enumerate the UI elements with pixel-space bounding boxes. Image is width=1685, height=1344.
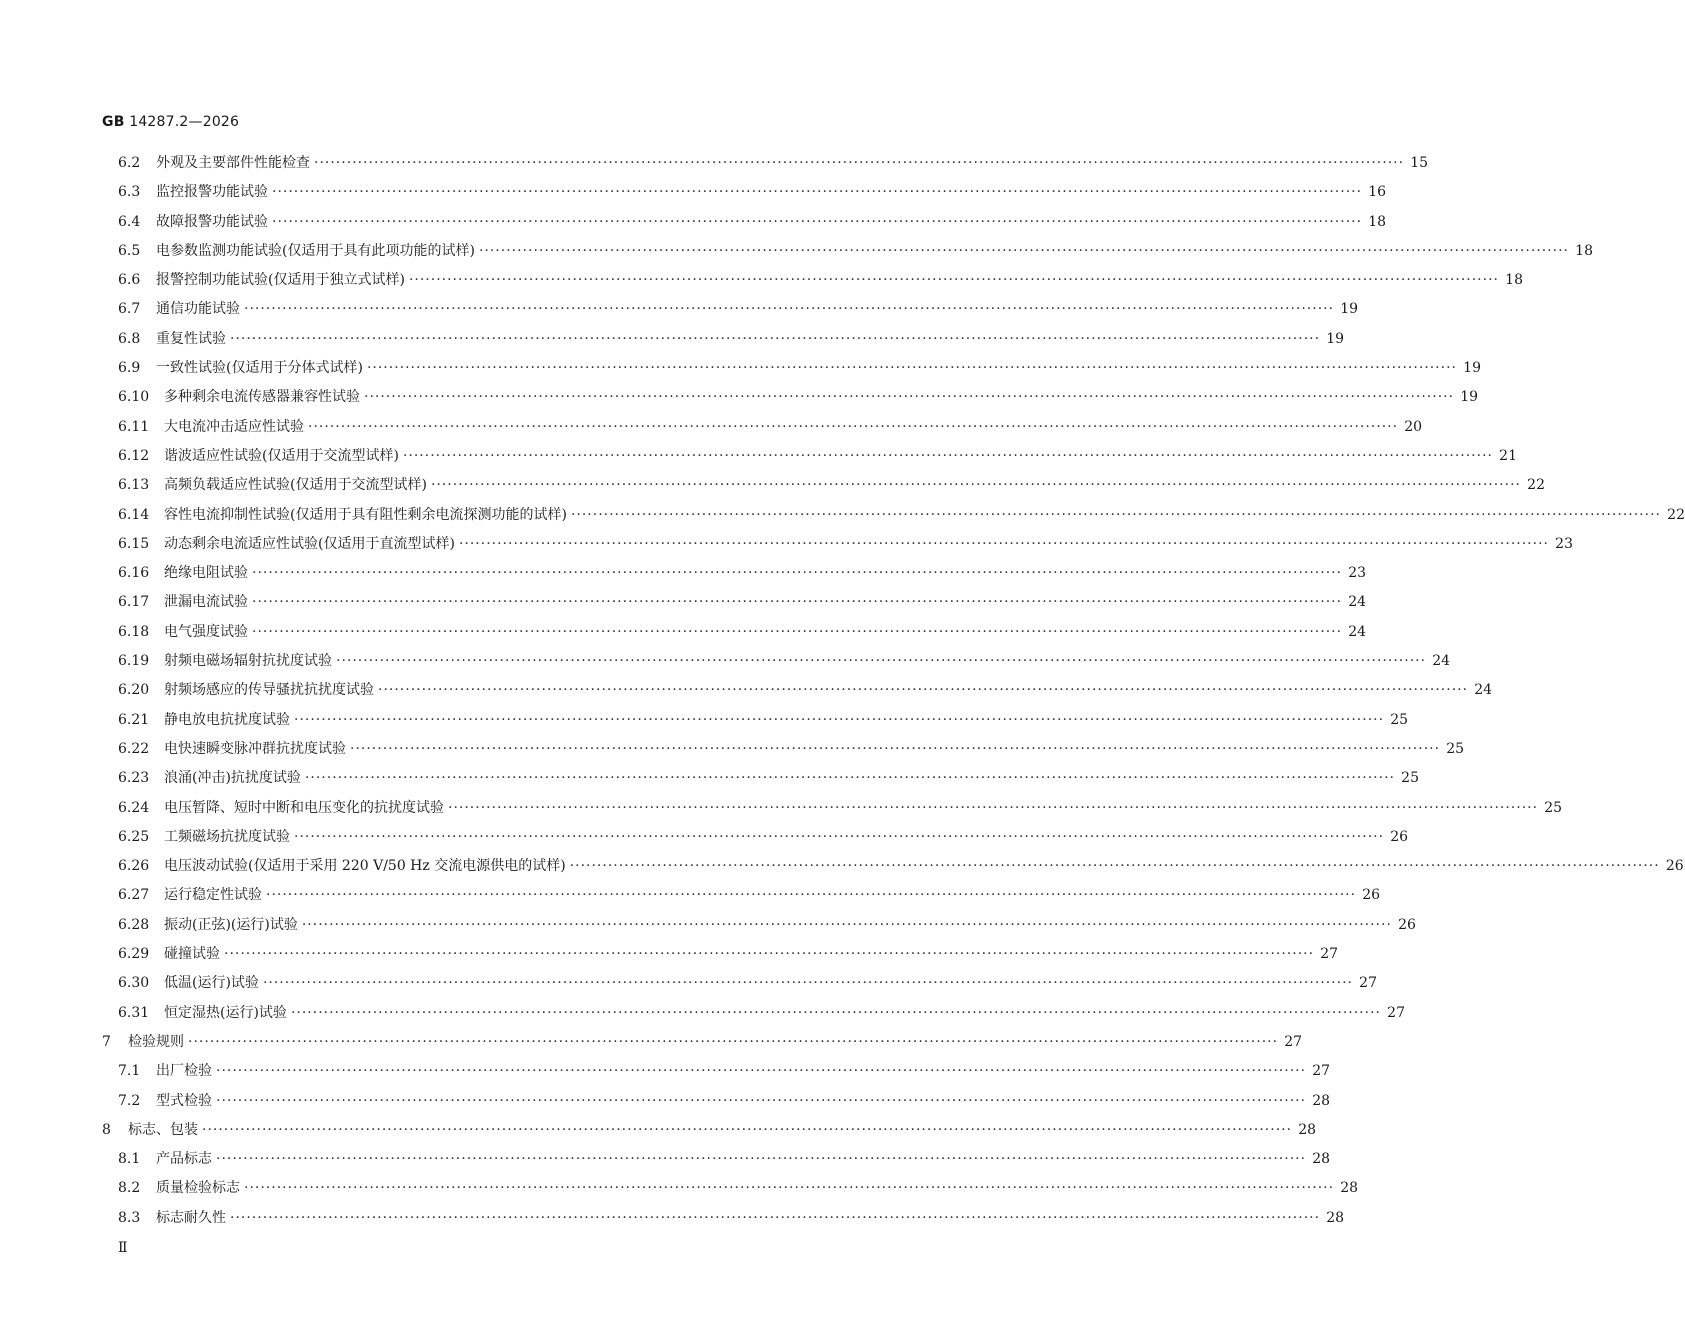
dot-leader: ········································································································································································································ [272,213,1363,230]
toc-entry[interactable] [102,679,1493,708]
toc-entry-title: 高频负载适应性试验(仅适用于交流型试样) [164,477,427,494]
toc-entry-page: 15 [1410,155,1429,171]
toc-entry-number: 7.2 [118,1092,141,1109]
dot-leader: ········································································································································································································ [458,535,1549,552]
dot-leader: ········································································································································································································ [188,1033,1279,1050]
toc-entry[interactable] [102,972,1377,1001]
toc-entry-title: 动态剩余电流适应性试验(仅适用于直流型试样) [164,535,455,552]
toc-entry-number: 6.29 [118,946,150,963]
toc-entry-title: 射频场感应的传导骚扰抗扰度试验 [164,682,374,699]
toc-entry[interactable] [102,943,1339,972]
dot-leader: ········································································································································································································ [301,916,1392,933]
toc-entry-title: 质量检验标志 [156,1180,240,1197]
toc-entry-page: 25 [1401,770,1419,787]
toc-entry[interactable] [102,298,1359,327]
toc-entry[interactable] [102,797,1563,826]
dot-leader: ········································································································································································································ [408,272,1499,289]
toc-entry-page: 18 [1575,242,1593,259]
dot-leader: ········································································································································································································ [366,360,1457,377]
toc-entry-page: 19 [1460,389,1479,406]
toc-entry-title: 监控报警功能试验 [156,184,268,201]
toc-entry[interactable] [102,826,1409,855]
toc-entry-number: 8 [102,1121,111,1138]
toc-entry-title: 多种剩余电流传感器兼容性试验 [164,389,360,406]
dot-leader: ········································································································································································································ [230,1209,1321,1226]
dot-leader: ········································································································································································································ [294,711,1385,728]
toc-entry[interactable] [102,474,1545,503]
toc-entry-title: 电压波动试验(仅适用于采用 220 V/50 Hz 交流电源供电的试样) [164,858,566,875]
toc-entry-number: 6.15 [118,535,150,552]
toc-entry-title: 产品标志 [156,1151,212,1168]
toc-entry[interactable] [102,269,1523,298]
toc-entry-page: 26 [1362,887,1381,904]
toc-entry[interactable] [102,445,1517,474]
dot-leader: ········································································································································································································ [216,1063,1307,1080]
toc-entry-title: 电参数监测功能试验(仅适用于具有此项功能的试样) [156,242,475,259]
toc-entry-page: 24 [1474,682,1493,699]
toc-entry-number: 6.11 [118,418,150,435]
dot-leader: ········································································································································································································ [478,242,1569,259]
toc-entry-number: 6.31 [118,1004,150,1021]
toc-entry[interactable] [102,1090,1331,1119]
toc-entry-title: 出厂检验 [156,1063,212,1080]
dot-leader: ········································································································································································································ [266,887,1357,904]
toc-entry-page: 18 [1505,272,1523,289]
toc-entry-title: 通信功能试验 [156,301,240,318]
dot-leader: ········································································································································································································ [216,1151,1307,1168]
toc-entry-title: 电气强度试验 [164,623,248,640]
toc-entry-number: 8.1 [118,1151,141,1168]
toc-entry-number: 6.20 [118,682,150,699]
dot-leader: ········································································································································································································ [402,447,1493,464]
toc-entry-title: 碰撞试验 [164,946,220,963]
dot-leader: ········································································································································································································ [262,975,1353,992]
toc-entry[interactable] [102,504,1685,533]
toc-entry-number: 6.8 [118,330,141,347]
toc-entry[interactable] [102,738,1465,767]
toc-entry[interactable] [102,328,1345,357]
toc-entry[interactable] [102,709,1409,738]
toc-entry-page: 23 [1555,535,1573,552]
toc-entry-page: 26 [1398,916,1416,933]
toc-entry[interactable] [102,1119,1317,1148]
dot-leader: ········································································································································································································ [230,330,1321,347]
toc-entry-page: 28 [1312,1151,1331,1168]
toc-entry[interactable] [102,562,1367,591]
toc-entry-title: 低温(运行)试验 [164,975,259,992]
toc-entry-number: 6.10 [118,389,150,406]
standard-number: 14287.2—2026 [129,114,240,130]
toc-entry-page: 27 [1320,946,1339,963]
dot-leader: ········································································································································································································ [294,828,1385,845]
toc-entry-title: 静电放电抗扰度试验 [164,711,290,728]
toc-entry-page: 19 [1340,301,1359,318]
toc-entry-title: 大电流冲击适应性试验 [164,418,304,435]
dot-leader: ········································································································································································································ [350,740,1441,757]
toc-entry-title: 报警控制功能试验(仅适用于独立式试样) [156,272,405,289]
toc-entry-page: 23 [1348,565,1367,582]
toc-entry-number: 6.26 [118,858,150,875]
toc-entry[interactable] [102,1002,1405,1031]
toc-entry-number: 6.2 [118,155,141,171]
toc-entry-page: 21 [1499,447,1517,464]
dot-leader: ········································································································································································································ [304,770,1395,787]
dot-leader: ········································································································································································································ [252,565,1343,582]
toc-entry-page: 25 [1446,740,1465,757]
dot-leader: ········································································································································································································ [364,389,1455,406]
dot-leader: ········································································································································································································ [570,506,1661,523]
toc-entry[interactable] [102,591,1367,620]
toc-entry-page: 26 [1390,828,1409,845]
toc-entry[interactable] [102,211,1387,240]
toc-entry-number: 6.12 [118,447,150,464]
dot-leader: ········································································································································································································ [336,653,1427,670]
toc-entry[interactable] [102,1031,1303,1060]
toc-entry-title: 工频磁场抗扰度试验 [164,828,290,845]
toc-entry-title: 重复性试验 [156,330,226,347]
toc-entry-page: 25 [1544,799,1563,816]
dot-leader: ········································································································································································································ [308,418,1399,435]
toc-entry-number: 6.13 [118,477,150,494]
dot-leader: ········································································································································································································ [244,1180,1335,1197]
dot-leader: ········································································································································································································ [252,594,1343,611]
toc-entry-title: 一致性试验(仅适用于分体式试样) [156,360,363,377]
toc-entry-number: 6.18 [118,623,150,640]
toc-entry-title: 标志、包装 [128,1121,198,1138]
toc-entry-page: 27 [1284,1033,1303,1050]
toc-entry-page: 25 [1390,711,1409,728]
toc-entry[interactable] [102,1177,1359,1206]
toc-entry-title: 标志耐久性 [156,1209,226,1226]
dot-leader: ········································································································································································································ [216,1092,1307,1109]
toc-entry-page: 27 [1387,1004,1405,1021]
dot-leader: ········································································································································································································ [569,858,1660,875]
toc-entry-page: 28 [1312,1092,1331,1109]
dot-leader: ········································································································································································································ [290,1004,1381,1021]
toc-entry-number: 6.5 [118,242,141,259]
toc-entry-page: 19 [1463,360,1481,377]
toc-entry-page: 22 [1527,477,1545,494]
toc-entry-page: 27 [1359,975,1377,992]
toc-entry-page: 16 [1368,184,1387,201]
toc-entry-title: 电压暂降、短时中断和电压变化的抗扰度试验 [164,799,444,816]
toc-entry[interactable] [102,914,1416,943]
toc-entry-page: 22 [1667,506,1685,523]
toc-entry-title: 恒定湿热(运行)试验 [164,1004,287,1021]
toc-entry[interactable] [102,855,1684,884]
toc-entry[interactable] [102,884,1381,913]
toc-entry-page: 20 [1404,418,1423,435]
toc-entry-page: 28 [1298,1121,1317,1138]
toc-entry[interactable] [102,533,1573,562]
dot-leader: ········································································································································································································ [244,301,1335,318]
dot-leader: ········································································································································································································ [430,477,1521,494]
toc-entry[interactable] [102,240,1593,269]
toc-entry-page: 28 [1340,1180,1359,1197]
toc-entry-title: 振动(正弦)(运行)试验 [164,916,298,933]
toc-entry-title: 故障报警功能试验 [156,213,268,230]
toc-entry-title: 运行稳定性试验 [164,887,262,904]
toc-entry-number: 6.3 [118,184,141,201]
toc-entry-number: 6.17 [118,594,150,611]
toc-entry-number: 7 [102,1033,111,1050]
toc-entry-page: 24 [1348,594,1367,611]
page-number: Ⅱ [118,1240,128,1256]
toc-entry-number: 6.6 [118,272,141,289]
toc-entry-title: 容性电流抑制性试验(仅适用于具有阻性剩余电流探测功能的试样) [164,506,567,523]
toc-entry-page: 24 [1432,653,1451,670]
dot-leader: ········································································································································································································ [272,184,1363,201]
dot-leader: ········································································································································································································ [378,682,1469,699]
toc-entry-page: 24 [1348,623,1367,640]
toc-entry[interactable] [102,386,1479,415]
dot-leader: ········································································································································································································ [224,946,1315,963]
toc-entry[interactable] [102,650,1451,679]
toc-entry[interactable] [102,1207,1345,1236]
document-header [102,114,239,130]
toc-entry-page: 26 [1665,858,1684,875]
toc-entry-number: 6.28 [118,916,150,933]
table-of-contents [102,152,1685,1236]
toc-entry-number: 6.7 [118,301,141,318]
toc-entry-number: 6.19 [118,653,150,670]
toc-entry-title: 电快速瞬变脉冲群抗扰度试验 [164,740,346,757]
toc-entry-number: 6.9 [118,360,141,377]
toc-entry-number: 6.16 [118,565,150,582]
dot-leader: ········································································································································································································ [448,799,1539,816]
toc-entry[interactable] [102,1060,1331,1089]
dot-leader: ········································································································································································································ [202,1121,1293,1138]
toc-entry-number: 6.21 [118,711,150,728]
toc-entry[interactable] [102,357,1481,386]
toc-entry-page: 28 [1326,1209,1345,1226]
toc-entry-number: 6.30 [118,975,150,992]
toc-entry-number: 6.23 [118,770,150,787]
toc-entry-page: 19 [1326,330,1345,347]
toc-entry-number: 8.2 [118,1180,141,1197]
toc-entry-number: 6.24 [118,799,150,816]
toc-entry-title: 检验规则 [128,1033,184,1050]
toc-entry-number: 6.14 [118,506,150,523]
toc-entry[interactable] [102,621,1367,650]
standard-code: GB [102,114,125,130]
toc-entry[interactable] [102,767,1419,796]
toc-entry-number: 8.3 [118,1209,141,1226]
toc-entry[interactable] [102,152,1429,181]
toc-entry-number: 6.25 [118,828,150,845]
toc-entry-title: 谐波适应性试验(仅适用于交流型试样) [164,447,399,464]
toc-entry-number: 6.27 [118,887,150,904]
dot-leader: ········································································································································································································ [252,623,1343,640]
toc-entry-title: 浪涌(冲击)抗扰度试验 [164,770,301,787]
toc-entry-number: 6.4 [118,213,141,230]
toc-entry-title: 绝缘电阻试验 [164,565,248,582]
toc-entry-page: 18 [1368,213,1387,230]
toc-entry-title: 型式检验 [156,1092,212,1109]
toc-entry-number: 7.1 [118,1063,141,1080]
toc-entry-number: 6.22 [118,740,150,757]
toc-entry[interactable] [102,416,1423,445]
toc-entry-title: 泄漏电流试验 [164,594,248,611]
toc-entry[interactable] [102,181,1387,210]
toc-entry[interactable] [102,1148,1331,1177]
dot-leader: ········································································································································································································ [314,155,1405,171]
toc-entry-title: 外观及主要部件性能检查 [156,155,310,171]
toc-entry-title: 射频电磁场辐射抗扰度试验 [164,653,332,670]
toc-entry-page: 27 [1312,1063,1331,1080]
